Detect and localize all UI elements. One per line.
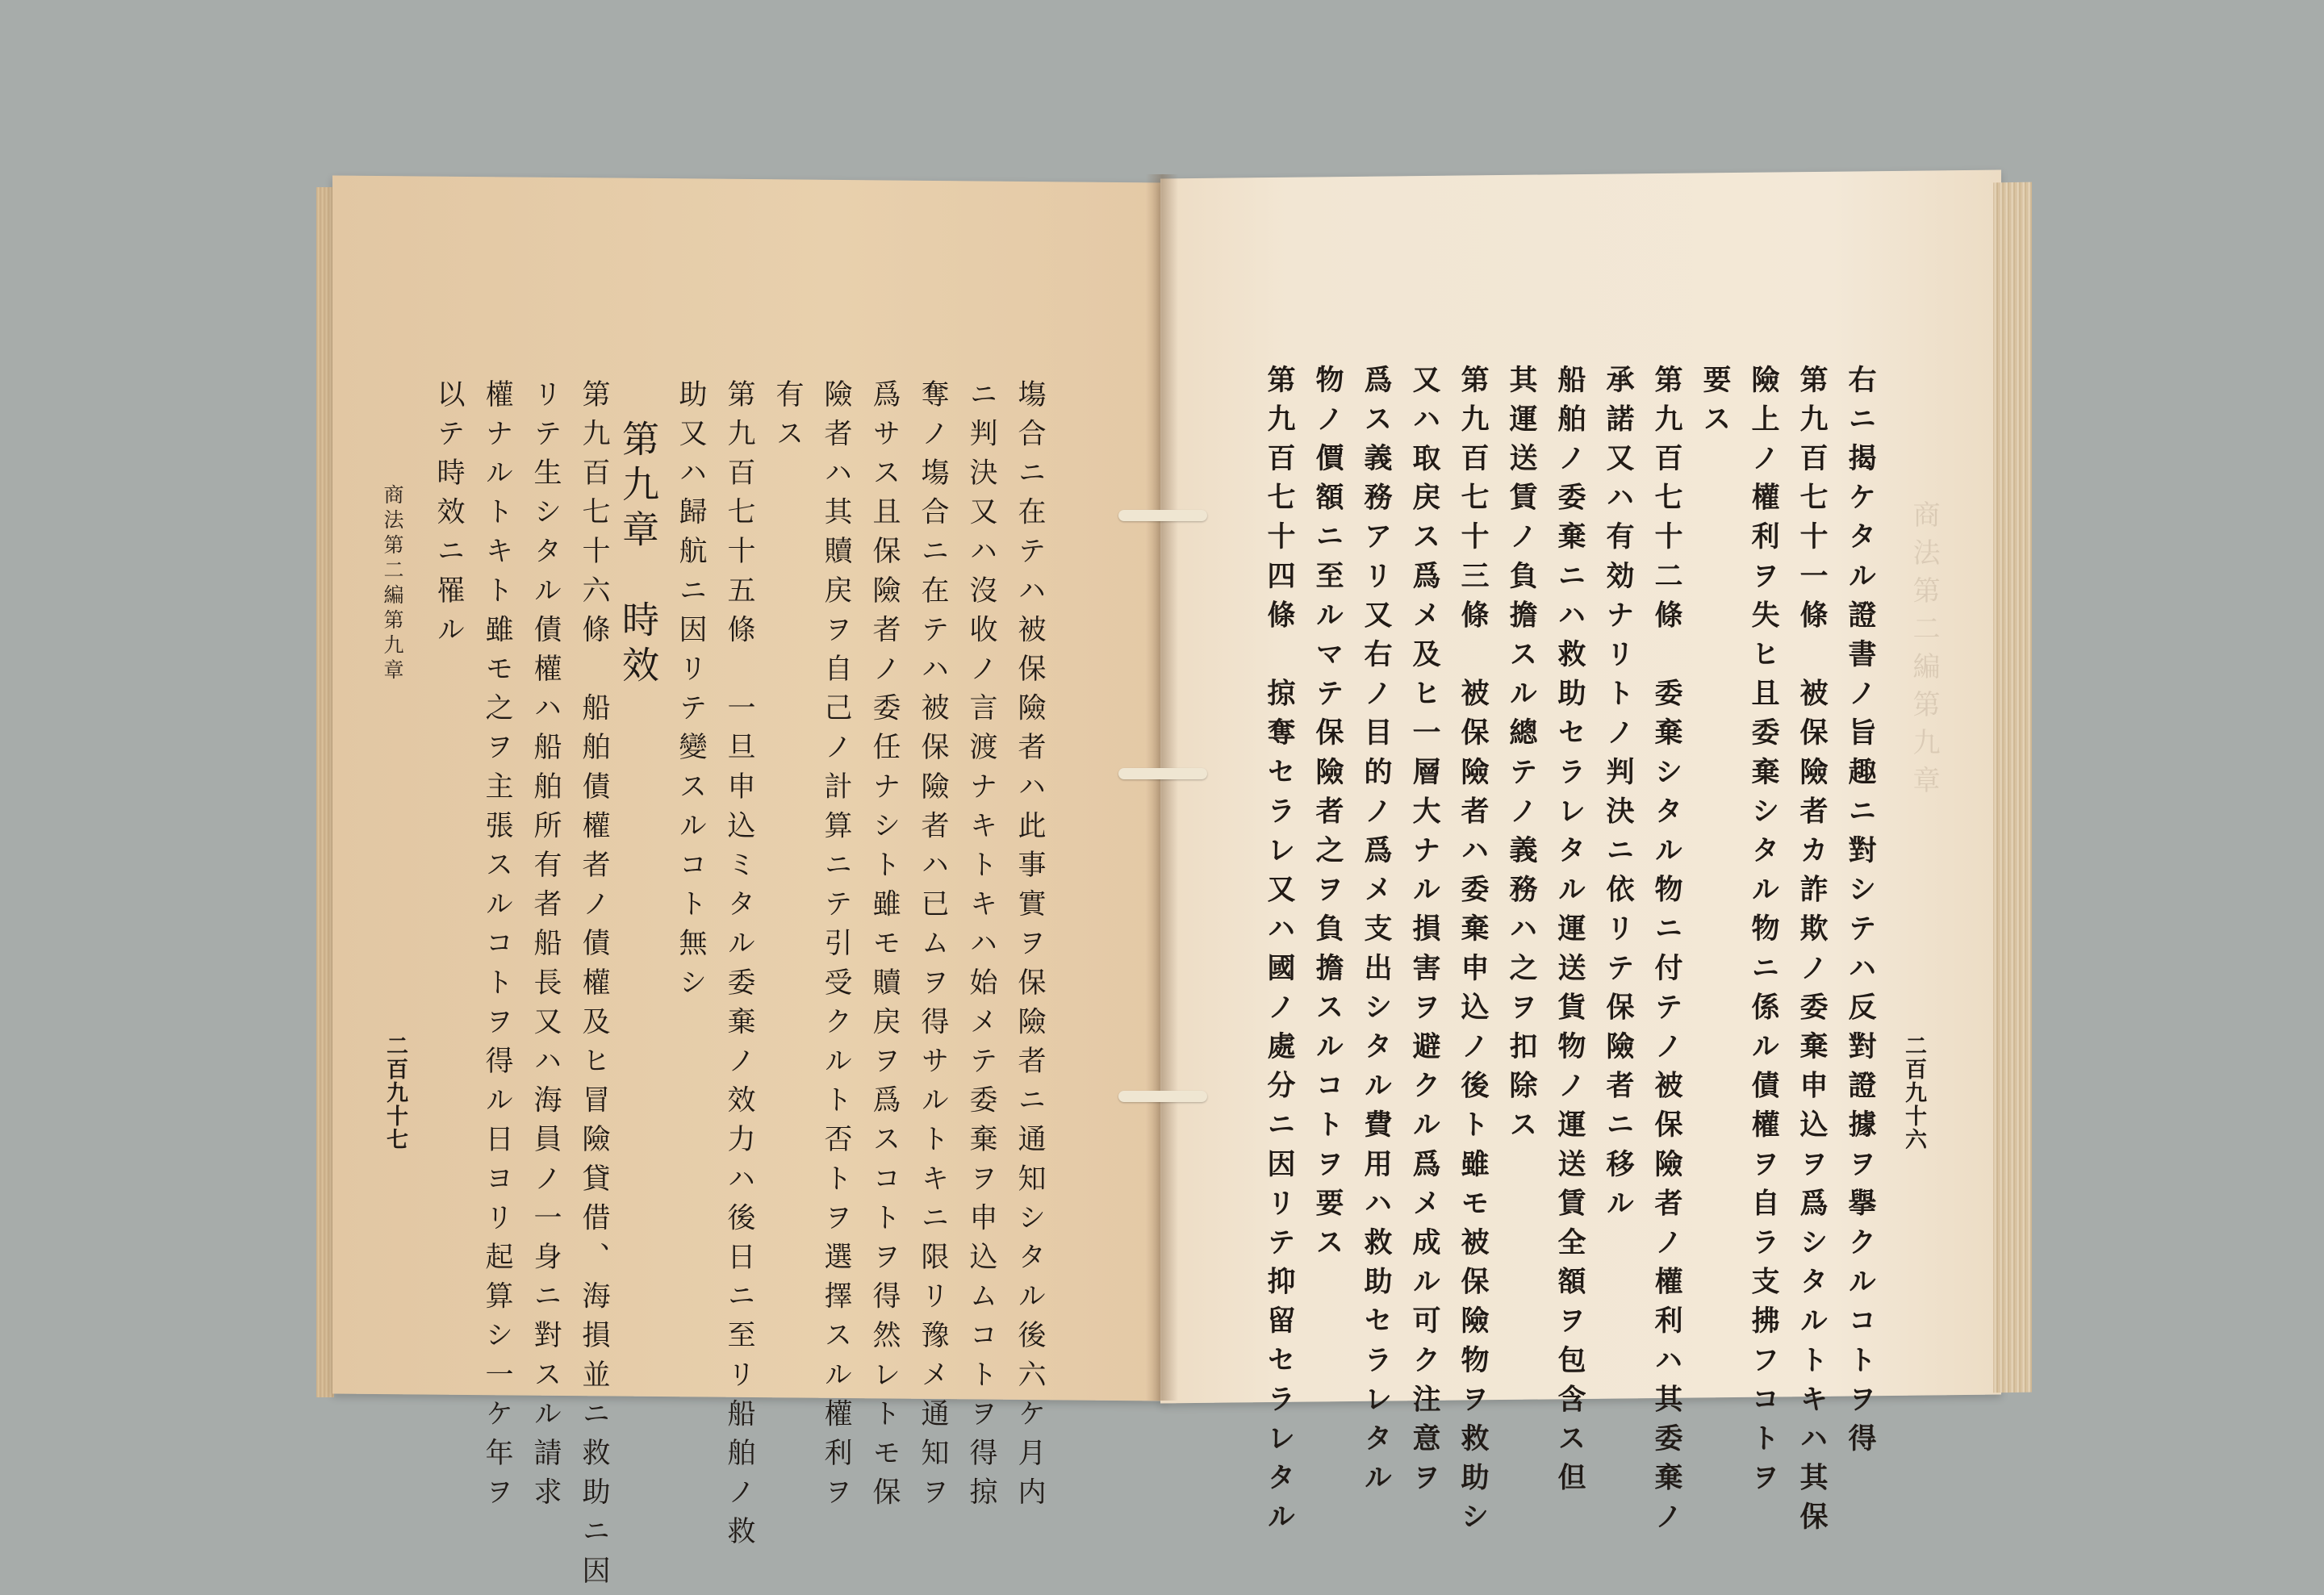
right-page-number: 二百九十六 [1901, 1034, 1926, 1151]
left-text-column: 權ナルトキト雖モ之ヲ主張スルコトヲ得ル日ヨリ起算シ一ケ年ヲ [481, 379, 513, 1517]
right-text-column: 爲ス義務アリ又右ノ目的ノ爲メ支出シタル費用ハ救助セラレタル [1360, 365, 1393, 1502]
left-text-column: 第九百七十五條 一旦申込ミタル委棄ノ效力ハ後日ニ至リ船舶ノ救 [723, 379, 755, 1555]
binding-thread [1118, 1091, 1207, 1102]
right-text-column: 船舶ノ委棄ニハ救助セラレタル運送貨物ノ運送賃全額ヲ包含ス但 [1553, 365, 1586, 1502]
left-text-column: ニ判決又ハ沒收ノ言渡ナキトキハ始メテ委棄ヲ申込ムコトヲ得掠 [965, 379, 997, 1517]
left-text-column: 險者ハ其贖戻ヲ自己ノ計算ニテ引受クルト否トヲ選擇スル權利ヲ [820, 379, 852, 1517]
left-text-column: 以テ時效ニ罹ル [433, 379, 465, 654]
left-text-column: 第九百七十六條 船舶債權者ノ債權及ヒ冒險貸借、海損並ニ救助ニ因 [578, 379, 610, 1595]
running-header: 商法第二編第九章 [381, 484, 404, 684]
left-page-number: 二百九十七 [382, 1034, 408, 1151]
bleed-through-text: 商法第二編第九章 [1908, 500, 1940, 804]
chapter-title: 第九章 時效 [617, 420, 660, 691]
binding-thread [1118, 768, 1207, 779]
right-text-column: 其運送賃ノ負擔スル總テノ義務ハ之ヲ扣除ス [1505, 365, 1538, 1149]
right-text-column: 右ニ揭ケタル證書ノ旨趣ニ對シテハ反對證據ヲ擧クルコトヲ得 [1844, 365, 1877, 1463]
right-text-column: 物ノ價額ニ至ルマテ保險者之ヲ負擔スルコトヲ要ス [1311, 365, 1344, 1267]
right-text-column: 險上ノ權利ヲ失ヒ且委棄シタル物ニ係ル債權ヲ自ラ支拂フコトヲ [1747, 365, 1780, 1502]
left-text-column: 有ス [771, 379, 804, 458]
binding-thread [1118, 510, 1207, 521]
right-text-column: 第九百七十四條 掠奪セラレ又ハ國ノ處分ニ因リテ抑留セラレタル [1263, 365, 1296, 1541]
right-text-column: 第九百七十三條 被保險者ハ委棄申込ノ後ト雖モ被保險物ヲ救助シ [1457, 365, 1490, 1541]
book-gutter [1146, 174, 1178, 1401]
left-text-column: リテ生シタル債權ハ船舶所有者船長又ハ海員ノ一身ニ對スル請求 [529, 379, 562, 1517]
right-page-edges [1993, 182, 2032, 1393]
left-text-column: 奪ノ塲合ニ在テハ被保險者ハ已ムヲ得サルトキニ限リ豫メ通知ヲ [917, 379, 949, 1517]
left-page-edges [316, 187, 334, 1397]
right-text-column: 第九百七十一條 被保險者カ詐欺ノ委棄申込ヲ爲シタルトキハ其保 [1795, 365, 1829, 1541]
right-text-column: 又ハ取戻ス爲メ及ヒ一層大ナル損害ヲ避クル爲メ成ル可ク注意ヲ [1408, 365, 1441, 1502]
right-text-column: 第九百七十二條 委棄シタル物ニ付テノ被保險者ノ權利ハ其委棄ノ [1650, 365, 1683, 1541]
left-text-column: 助又ハ歸航ニ因リテ變スルコト無シ [675, 379, 707, 1007]
right-text-column: 要ス [1699, 365, 1732, 444]
left-text-column: 爲サス且保險者ノ委任ナシト雖モ贖戻ヲ爲スコトヲ得然レトモ保 [868, 379, 901, 1517]
right-text-column: 承諾又ハ有効ナリトノ判決ニ依リテ保險者ニ移ル [1602, 365, 1635, 1228]
left-text-column: 塲合ニ在テハ被保險者ハ此事實ヲ保險者ニ通知シタル後六ケ月内 [1014, 379, 1046, 1517]
